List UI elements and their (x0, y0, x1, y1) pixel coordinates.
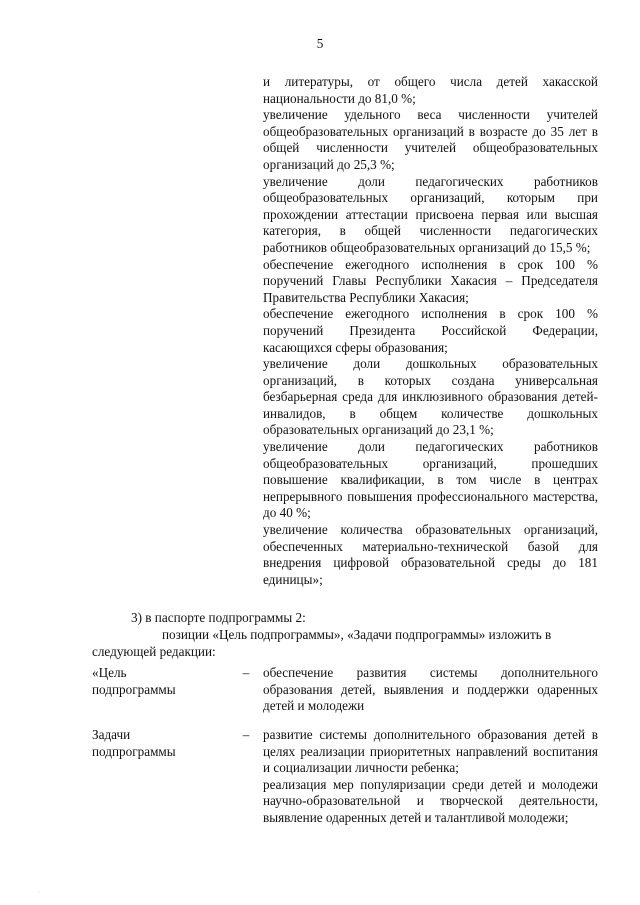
dash-separator: – (242, 665, 250, 680)
goal-label: «Цель подпрограммы (92, 665, 176, 697)
list-item: увеличение количества образовательных организаций, обеспеченных материально-технической базой для внедрения цифровой образовательной среды до 181 единицы»; (263, 522, 598, 587)
indicator-list (263, 74, 598, 588)
section-item-3: 3) в паспорте подпрограммы 2: (131, 610, 306, 625)
list-item: увеличение доли педагогических работников общеобразовательных организаций, которым при прохождении аттестации присвоена первая или высшая категория, в общей численности педагогических работников общеобразовательных организаций до 15,5 %; (263, 173, 598, 255)
goal-value: обеспечение развития системы дополнительного образования детей, выявления и поддержки одаренных детей и молодежи (263, 665, 598, 714)
task-item: развитие системы дополнительного образования детей в целях реализации приоритетных направлений воспитания и социализации личности ребенка; (263, 727, 598, 776)
paragraph-positions: позиции «Цель подпрограммы», «Задачи подпрограммы» изложить в (162, 627, 552, 642)
list-item: увеличение доли педагогических работников общеобразовательных организаций, прошедших повышение квалификации, в том числе в центрах непрерывного повышения профессионального мастерства, до 40 %; (263, 439, 598, 521)
list-item: и литературы, от общего числа детей хакасской национальности до 81,0 %; (263, 74, 598, 106)
list-item: обеспечение ежегодного исполнения в срок 100 % поручений Главы Республики Хакасия – Председателя Правительства Республики Хакасия; (263, 256, 598, 305)
task-item: реализация мер популяризации среди детей и молодежи научно-образовательной и творческой деятельности, выявление одаренных детей и талантливой молодежи; (263, 776, 598, 825)
dash-separator: – (242, 727, 250, 742)
list-item: увеличение удельного веса численности учителей общеобразовательных организаций в возрасте до 35 лет в общей численности учителей общеобразовательных организаций до 25,3 %; (263, 107, 598, 172)
scan-mark: · (38, 890, 40, 896)
tasks-label: Задачи подпрограммы (92, 727, 176, 759)
list-item: увеличение доли дошкольных образовательных организаций, в которых создана универсальная безбарьерная среда для инклюзивного образования детей-инвалидов, в общем количестве дошкольных образовательных организаций до 23,1 %; (263, 356, 598, 438)
list-item: обеспечение ежегодного исполнения в срок 100 % поручений Президента Российской Федерации, касающихся сферы образования; (263, 306, 598, 355)
tasks-value (263, 727, 598, 827)
paragraph-positions-continued: следующей редакции: (92, 644, 216, 659)
page-number: 5 (316, 36, 324, 51)
